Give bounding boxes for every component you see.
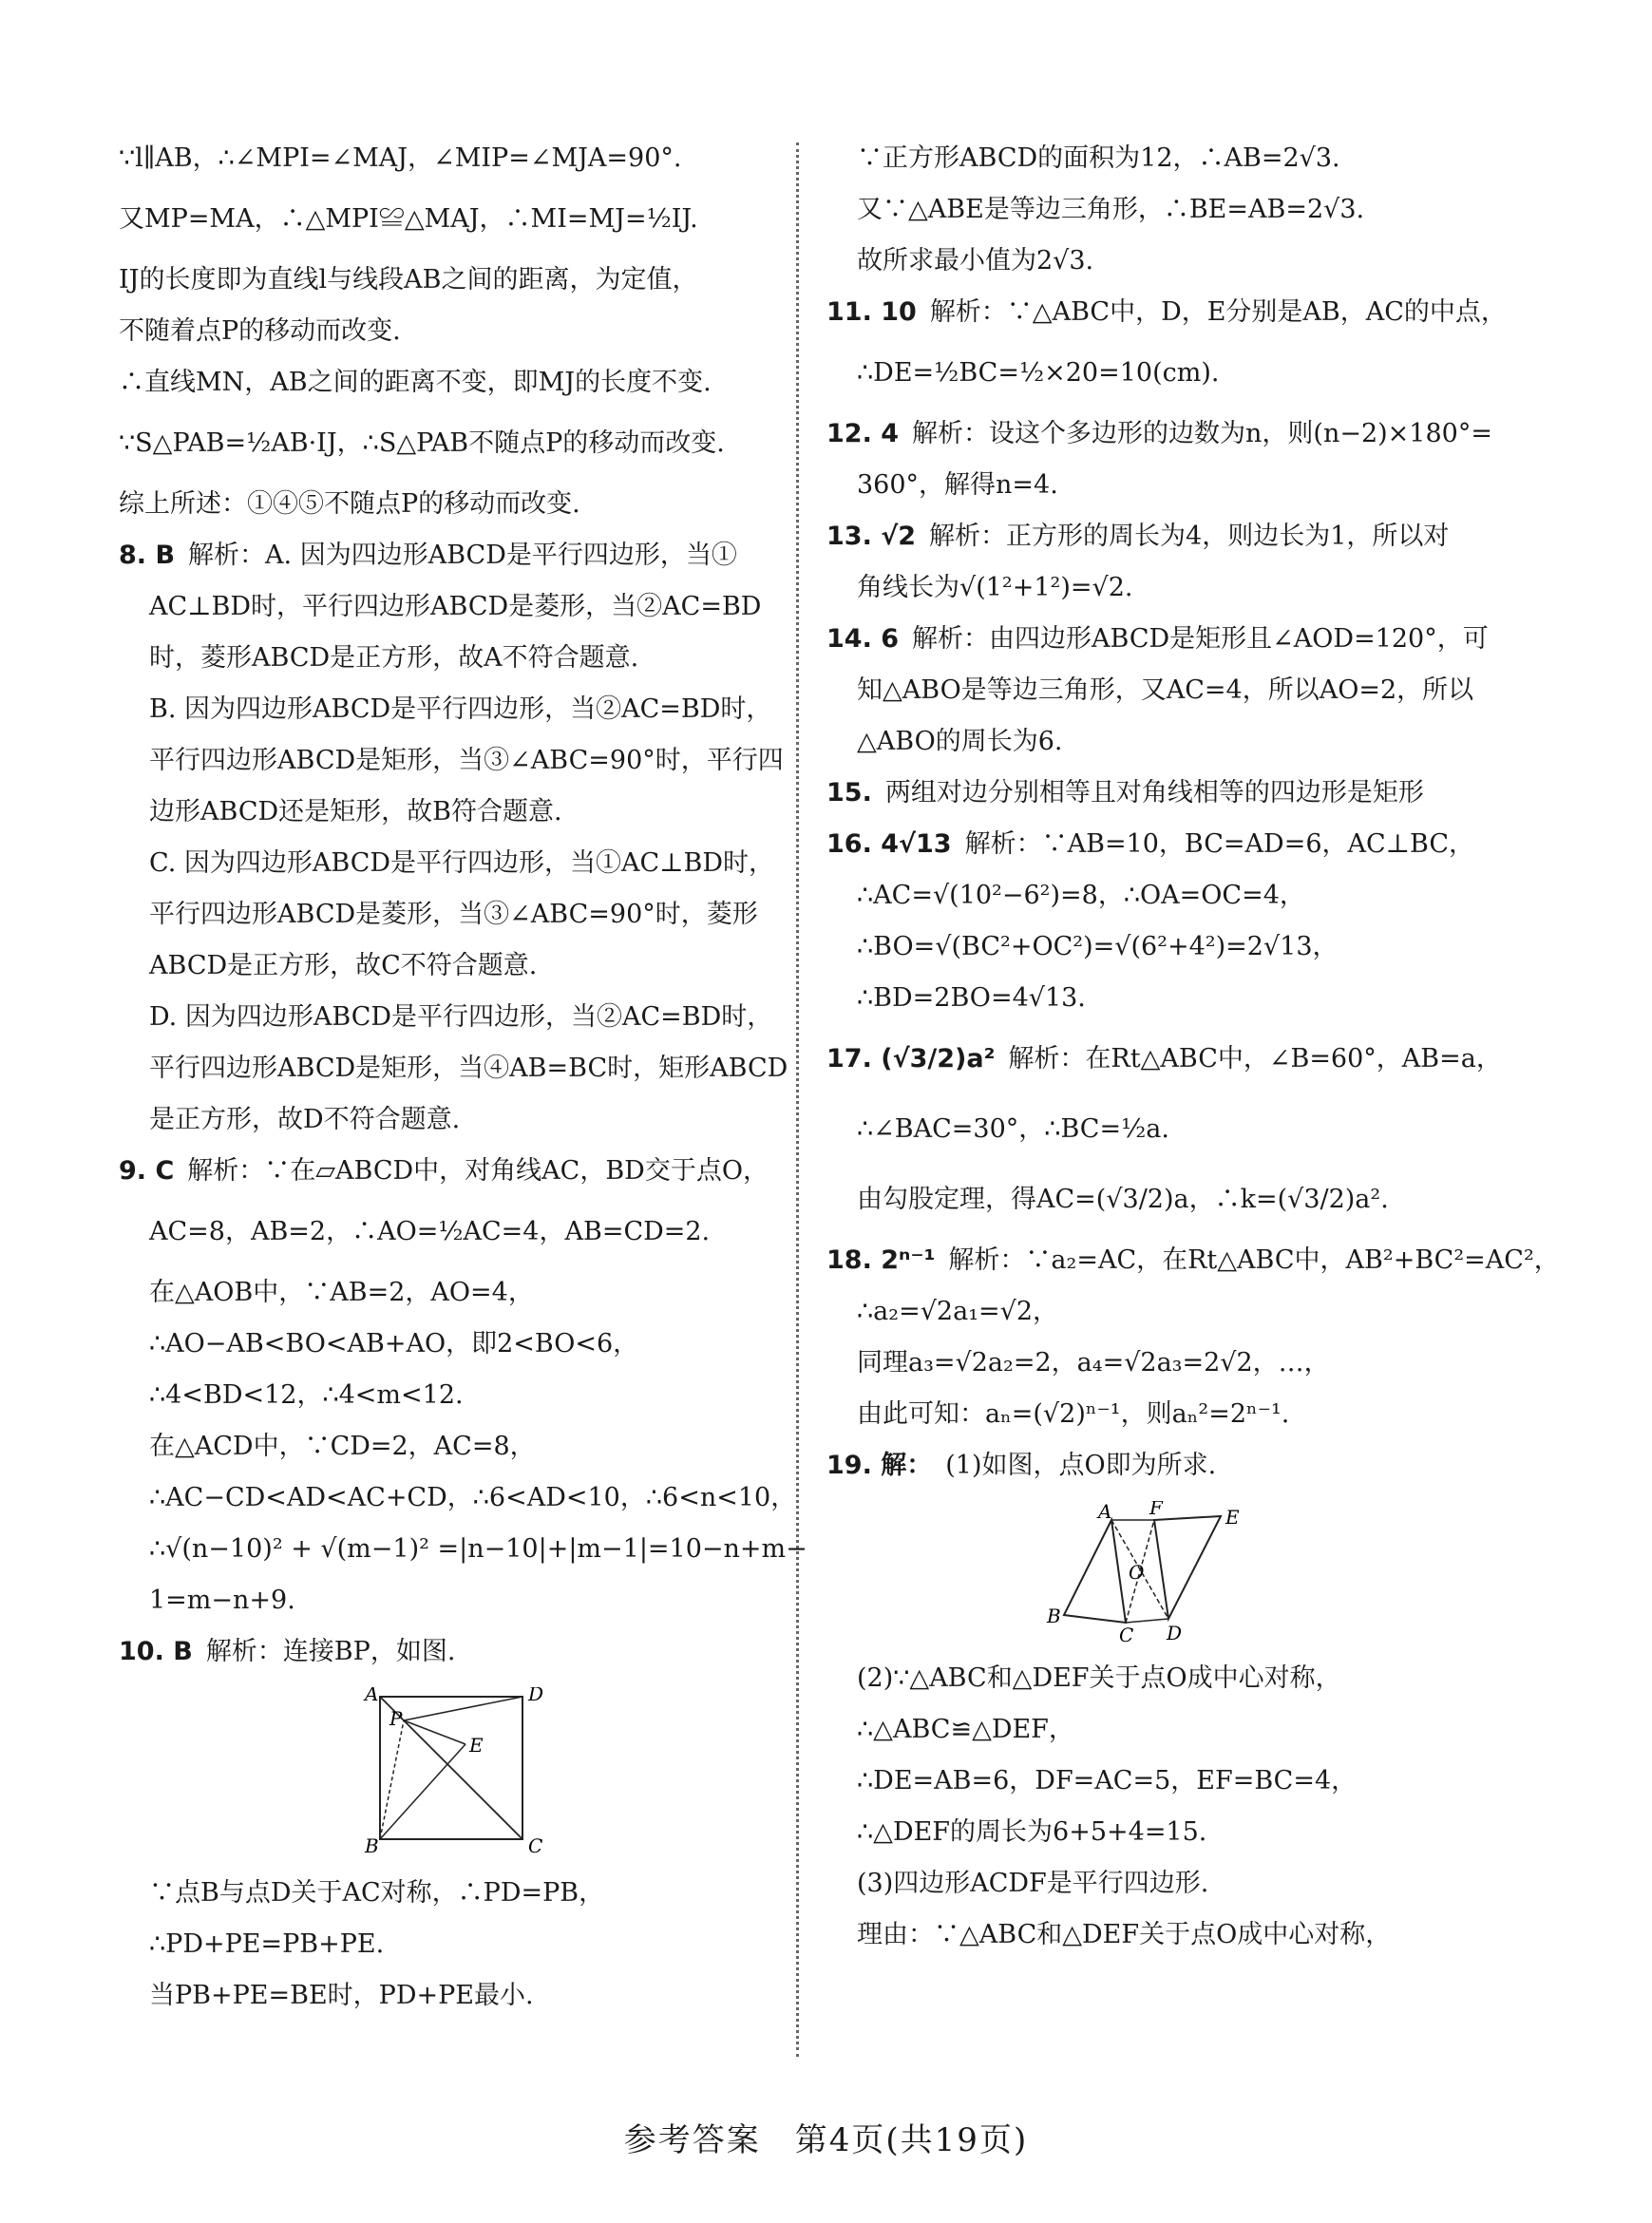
q9-line: ∴4<BD<12，∴4<m<12. (149, 1380, 464, 1410)
q14-line: 知△ABO是等边三角形，又AC=4，所以AO=2，所以 (857, 675, 1474, 705)
q17-line: 17. (√3/2)a² 解析：在Rt△ABC中，∠B=60°，AB=a， (826, 1044, 1502, 1074)
text-line: ∵正方形ABCD的面积为12，∴AB=2√3. (857, 143, 1340, 173)
q19-symmetry-figure (1035, 1501, 1282, 1644)
right-column (826, 133, 1560, 1961)
q13-line: 13. √2 解析：正方形的周长为4，则边长为1，所以对 (826, 522, 1450, 551)
text-line: ∴直线MN，AB之间的距离不变，即MJ的长度不变. (119, 368, 712, 397)
q12-line: 360°，解得n=4. (857, 470, 1058, 500)
q8-line: 8. B 解析：A. 因为四边形ABCD是平行四边形，当① (119, 530, 774, 581)
q8-line: B. 因为四边形ABCD是平行四边形，当②AC=BD时， (149, 694, 772, 724)
text-line: IJ的长度即为直线l与线段AB之间的距离，为定值， (119, 265, 698, 294)
fig-label: C (1119, 1624, 1134, 1644)
q8-line: 平行四边形ABCD是菱形，当③∠ABC=90°时，菱形 (149, 900, 758, 929)
q16-line: 16. 4√13 解析：∵AB=10，BC=AD=6，AC⊥BC， (826, 829, 1475, 859)
fig-label: E (1225, 1506, 1240, 1529)
q9-line: 1=m−n+9. (149, 1586, 295, 1615)
fig-label: O (1129, 1561, 1145, 1584)
q19-line: 理由：∵△ABC和△DEF关于点O成中心对称， (857, 1920, 1392, 1949)
left-column (119, 133, 807, 2022)
text-line: 故所求最小值为2√3. (857, 246, 1094, 276)
fig-label: P (389, 1707, 403, 1730)
q16-line: ∴BD=2BO=4√13. (857, 983, 1086, 1013)
q14-line: △ABO的周长为6. (857, 727, 1063, 756)
text-line: ∵l∥AB，∴∠MPI=∠MAJ，∠MIP=∠MJA=90°. (119, 143, 682, 173)
q13-line: 角线长为√(1²+1²)=√2. (857, 573, 1133, 602)
q9-number: 9. C (119, 1156, 175, 1186)
text-line: 又∵△ABE是等边三角形，∴BE=AB=2√3. (857, 195, 1365, 224)
q11-line: ∴DE=½BC=½×20=10(cm). (857, 358, 1220, 388)
fig-label: B (365, 1834, 379, 1857)
q9-line: AC=8，AB=2，∴AO=½AC=4，AB=CD=2. (149, 1217, 711, 1246)
q15-line: 15. 两组对边分别相等且对角线相等的四边形是矩形 (826, 778, 1424, 808)
text-line: 又MP=MA，∴△MPI≌△MAJ，∴MI=MJ=½IJ. (119, 204, 698, 234)
fig-label: D (1167, 1622, 1183, 1644)
q10-square-figure (332, 1687, 560, 1858)
q16-line: ∴AC=√(10²−6²)=8，∴OA=OC=4， (857, 881, 1305, 910)
q17-line: ∴∠BAC=30°，∴BC=½a. (857, 1114, 1169, 1144)
fig-label: C (528, 1834, 543, 1857)
q18-line: 同理a₃=√2a₂=2，a₄=√2a₃=2√2，…， (857, 1348, 1330, 1378)
q12-line: 12. 4 解析：设这个多边形的边数为n，则(n−2)×180°= (826, 419, 1492, 448)
q10-line: ∴PD+PE=PB+PE. (149, 1929, 385, 1959)
text-line: 综上所述：①④⑤不随点P的移动而改变. (119, 489, 580, 519)
text-line: ∵S△PAB=½AB·IJ，∴S△PAB不随点P的移动而改变. (119, 428, 725, 458)
fig-label: A (1098, 1501, 1112, 1523)
fig-label: A (365, 1687, 379, 1705)
q14-line: 14. 6 解析：由四边形ABCD是矩形且∠AOD=120°，可 (826, 624, 1489, 654)
q9-line: 在△ACD中，∵CD=2，AC=8， (149, 1432, 536, 1461)
fig-label: B (1047, 1605, 1061, 1627)
q19-line: ∴DE=AB=6，DF=AC=5，EF=BC=4， (857, 1766, 1358, 1796)
q18-line: 18. 2ⁿ⁻¹ 解析：∵a₂=AC，在Rt△ABC中，AB²+BC²=AC²， (826, 1245, 1560, 1275)
q11-line: 11. 10 解析：∵△ABC中，D，E分别是AB，AC的中点， (826, 297, 1507, 327)
fig-label: F (1149, 1501, 1163, 1519)
page-footer: 参考答案 第4页(共19页) (623, 2121, 1029, 2159)
q18-line: ∴a₂=√2a₁=√2， (857, 1297, 1059, 1326)
q9-line: ∴AC−CD<AD<AC+CD，∴6<AD<10，∴6<n<10， (149, 1483, 797, 1512)
column-divider (796, 142, 799, 2057)
q8-line: 平行四边形ABCD是矩形，当③∠ABC=90°时，平行四 (149, 746, 784, 775)
q8-line: 平行四边形ABCD是矩形，当④AB=BC时，矩形ABCD (149, 1054, 788, 1083)
q8-line: 是正方形，故D不符合题意. (149, 1105, 461, 1134)
q9-line: ∴√(n−10)² + √(m−1)² =|n−10|+|m−1|=10−n+m− (149, 1534, 807, 1564)
q10-number: 10. B (119, 1637, 193, 1666)
fig-label: D (528, 1687, 544, 1705)
q8-line: AC⊥BD时，平行四边形ABCD是菱形，当②AC=BD (149, 592, 762, 621)
q9-line: ∴AO−AB<BO<AB+AO，即2<BO<6， (149, 1329, 639, 1358)
q19-line: ∴△ABC≌△DEF， (857, 1715, 1074, 1744)
q16-line: ∴BO=√(BC²+OC²)=√(6²+4²)=2√13， (857, 932, 1339, 961)
q8-line: 边形ABCD还是矩形，故B符合题意. (149, 797, 562, 826)
text-line: 不随着点P的移动而改变. (119, 316, 401, 346)
q9-line: 9. C 解析：∵在▱ABCD中，对角线AC，BD交于点O， (119, 1146, 774, 1197)
q19-line: (2)∵△ABC和△DEF关于点O成中心对称， (857, 1663, 1341, 1693)
q8-line: C. 因为四边形ABCD是平行四边形，当①AC⊥BD时， (149, 848, 775, 878)
q10-line: 当PB+PE=BE时，PD+PE最小. (149, 1981, 534, 2010)
q10-line: ∵点B与点D关于AC对称，∴PD=PB， (149, 1878, 605, 1908)
q18-line: 由此可知：aₙ=(√2)ⁿ⁻¹，则aₙ²=2ⁿ⁻¹. (857, 1399, 1290, 1429)
q17-line: 由勾股定理，得AC=(√3/2)a，∴k=(√3/2)a². (857, 1185, 1389, 1214)
q19-line: (3)四边形ACDF是平行四边形. (857, 1869, 1209, 1898)
q9-line: 在△AOB中，∵AB=2，AO=4， (149, 1278, 534, 1307)
q8-number: 8. B (119, 541, 176, 570)
q19-line: ∴△DEF的周长为6+5+4=15. (857, 1817, 1207, 1847)
q8-line: ABCD是正方形，故C不符合题意. (149, 951, 538, 980)
q8-line: D. 因为四边形ABCD是平行四边形，当②AC=BD时， (149, 1002, 773, 1032)
fig-label: E (469, 1734, 484, 1757)
q8-line: 时，菱形ABCD是正方形，故A不符合题意. (149, 643, 639, 673)
q19-line: 19. 解： (1)如图，点O即为所求. (826, 1451, 1217, 1480)
q10-line: 10. B 解析：连接BP，如图. (119, 1626, 774, 1678)
